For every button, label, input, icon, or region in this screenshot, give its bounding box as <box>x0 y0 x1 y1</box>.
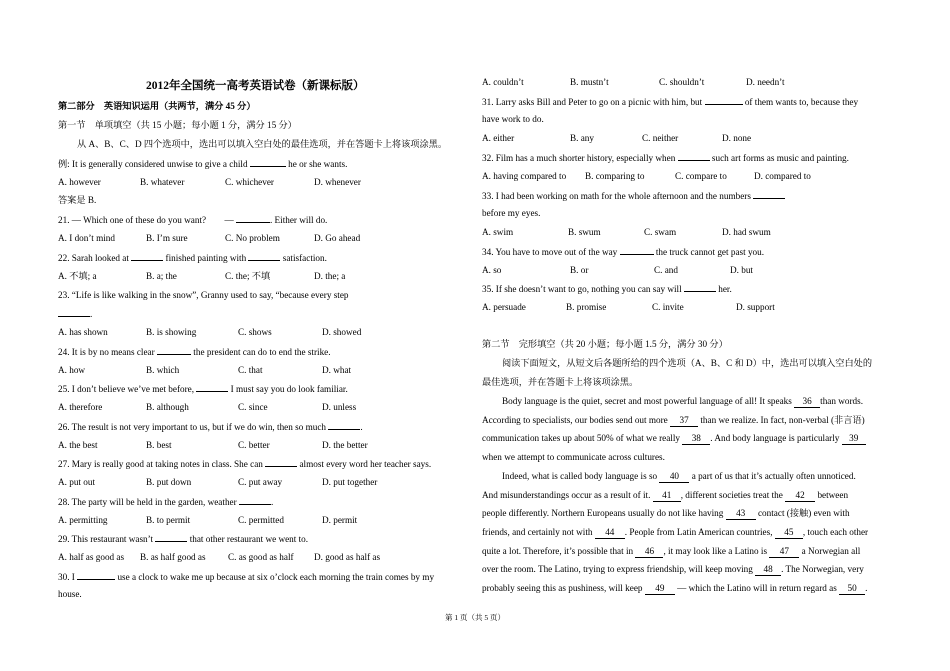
answer-blank <box>328 420 360 430</box>
passage-line: And misunderstandings occur as a result of it. 41 , different societies treat the 42 between <box>482 490 849 500</box>
question-33-cont: before my eyes. <box>482 208 541 218</box>
answer-blank <box>58 307 90 317</box>
page-footer: 第 1 页（共 5 页） <box>445 613 505 622</box>
passage-line: when we attempt to communicate across cultures. <box>482 452 665 462</box>
answer-blank <box>77 570 115 580</box>
answer-blank <box>131 251 163 261</box>
question-23: 23. “Life is like walking in the snow”, Granny used to say, “because every step <box>58 290 349 300</box>
page-title: 2012年全国统一高考英语试卷（新课标版） <box>146 80 365 92</box>
question-30-cont: house. <box>58 589 82 599</box>
blank-number: 45 <box>775 527 803 539</box>
blank-number: 47 <box>769 546 799 558</box>
section2-instruction-cont: 最佳选项，并在答题卡上将该项涂黑。 <box>482 377 639 387</box>
blank-number: 36 <box>794 396 820 408</box>
example-answer: 答案是 B. <box>58 195 97 205</box>
question-21: 21. — Which one of these do you want? — . Either will do. <box>58 215 328 225</box>
question-25: 25. I don’t believe we’ve met before, I must say you do look familiar. <box>58 384 348 394</box>
answer-blank <box>250 157 286 167</box>
answer-blank <box>705 95 743 105</box>
question-26: 26. The result is not very important to us, but if we do win, then so much . <box>58 422 363 432</box>
question-24: 24. It is by no means clear the president can do to end the strike. <box>58 347 331 357</box>
question-30: 30. I use a clock to wake me up because at six o’clock each morning the train comes by my <box>58 572 435 582</box>
blank-number: 42 <box>785 490 815 502</box>
answer-blank <box>155 532 187 542</box>
blank-number: 44 <box>595 527 625 539</box>
section1-instruction: 从 A、B、C、D 四个选项中，选出可以填入空白处的最佳选项，并在答题卡上将该项涂黑。 <box>77 139 448 149</box>
question-31-cont: have work to do. <box>482 114 544 124</box>
blank-number: 37 <box>670 415 698 427</box>
question-28: 28. The party will be held in the garden, weather . <box>58 497 274 507</box>
question-33: 33. I had been working on math for the whole afternoon and the numbers <box>482 189 785 202</box>
answer-blank <box>239 495 271 505</box>
passage-line: quite a lot. Therefore, it’s possible that in 46 , it may look like a Latino is 47 a Norwegian all <box>482 546 861 556</box>
section2-heading: 第二节 完形填空（共 20 小题；每小题 1.5 分，满分 30 分） <box>482 339 728 349</box>
passage-line: people differently. Northern Europeans usually do not like having 43 contact (接触) even with <box>482 508 850 518</box>
blank-number: 38 <box>682 433 710 445</box>
answer-blank <box>157 345 191 355</box>
answer-blank <box>620 245 654 255</box>
question-22: 22. Sarah looked at finished painting with satisfaction. <box>58 253 327 263</box>
answer-blank <box>678 151 710 161</box>
blank-number: 46 <box>635 546 663 558</box>
passage-line: Body language is the quiet, secret and most powerful language of all! It speaks 36 than words. <box>502 396 864 406</box>
blank-number: 49 <box>645 583 675 595</box>
passage-line: Indeed, what is called body language is so 40 a part of us that it’s actually often unnoticed. <box>502 471 856 481</box>
answer-blank <box>248 251 280 261</box>
question-31: 31. Larry asks Bill and Peter to go on a picnic with him, but of them wants to, because they <box>482 97 859 107</box>
answer-blank <box>236 213 270 223</box>
blank-number: 39 <box>842 433 866 445</box>
passage-line: communication takes up about 50% of what we really 38 . And body language is particularly 39 <box>482 432 866 445</box>
question-23-cont: . <box>58 307 92 320</box>
section1-heading: 第一节 单项填空（共 15 小题；每小题 1 分，满分 15 分） <box>58 120 297 130</box>
example-stem: 例: It is generally considered unwise to give a child he or she wants. <box>58 159 348 169</box>
answer-blank <box>753 189 785 199</box>
question-35: 35. If she doesn’t want to go, nothing you can say will her. <box>482 284 732 294</box>
blank-number: 40 <box>659 471 689 483</box>
part2-heading: 第二部分 英语知识运用（共两节，满分 45 分） <box>58 101 256 111</box>
blank-number: 41 <box>653 490 681 502</box>
answer-blank <box>265 457 297 467</box>
blank-number: 50 <box>839 583 865 595</box>
passage-line: probably seeing this as pushiness, will keep 49 — which the Latino will in return regard as 50 . <box>482 583 868 593</box>
question-29: 29. This restaurant wasn’t that other restaurant we went to. <box>58 534 309 544</box>
blank-number: 43 <box>726 508 756 520</box>
passage-line: According to specialists, our bodies send out more 37 than we realize. In fact, non-verbal (非言语) <box>482 415 865 425</box>
question-27: 27. Mary is really good at taking notes in class. She can almost every word her teacher says. <box>58 459 432 469</box>
blank-number: 48 <box>755 564 781 576</box>
answer-blank <box>196 382 228 392</box>
question-34: 34. You have to move out of the way the truck cannot get past you. <box>482 247 765 257</box>
answer-blank <box>684 282 716 292</box>
section2-instruction: 阅读下面短文，从短文后各题所给的四个选项（A、B、C 和 D）中，选出可以填入空白处的 <box>502 358 873 368</box>
passage-line: friends, and certainly not with 44 . People from Latin American countries, 45 , touch each other <box>482 527 869 537</box>
question-32: 32. Film has a much shorter history, especially when such art forms as music and painting. <box>482 153 849 163</box>
passage-line: over the room. The Latino, trying to express friendship, will keep moving 48 . The Norwegian, very <box>482 564 864 574</box>
